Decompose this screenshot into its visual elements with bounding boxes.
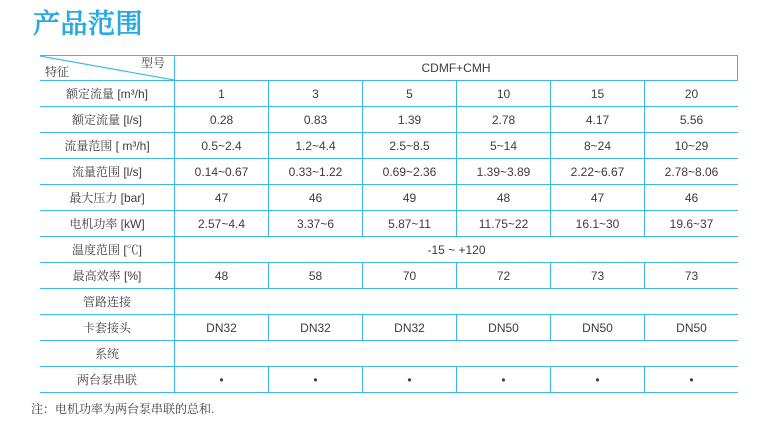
value-cell: 1.39	[362, 107, 456, 132]
row-label: 额定流量 [m³/h]	[40, 81, 175, 106]
value-cell: 0.14~0.67	[194, 164, 249, 179]
value-cell: •	[550, 367, 644, 392]
value-cell: DN32	[268, 315, 362, 340]
value-cell: 1	[218, 86, 225, 101]
corner-model-label: 型号	[140, 56, 165, 70]
value-cell: 58	[268, 263, 362, 288]
table-row	[40, 211, 738, 237]
value-cell: DN50	[644, 315, 738, 340]
value-cell: 73	[644, 263, 738, 288]
row-label: 额定流量 [l/s]	[40, 107, 175, 132]
table-row	[40, 133, 738, 159]
value-cell: 1.39~3.89	[456, 159, 550, 184]
value-cell: 3.37~6	[268, 211, 362, 236]
row-label: 电机功率 [kW]	[40, 211, 175, 236]
value-cell: 0.83	[268, 107, 362, 132]
value-cell: 47	[550, 185, 644, 210]
value-cell: 48	[456, 185, 550, 210]
value-cell: 0.28	[209, 112, 234, 127]
value-cell: DN50	[550, 315, 644, 340]
value-cell: 5~14	[456, 133, 550, 158]
value-cell: 19.6~37	[644, 211, 738, 236]
table-row	[40, 315, 738, 341]
corner-cell	[40, 56, 175, 80]
table-row	[40, 107, 738, 133]
footnote: 注：电机功率为两台泵串联的总和.	[31, 402, 215, 416]
value-cell: 72	[456, 263, 550, 288]
value-cell: 5	[362, 81, 456, 106]
table-row	[40, 263, 738, 289]
value-cell: 15	[550, 81, 644, 106]
value-cell: 16.1~30	[550, 211, 644, 236]
value-cell: •	[644, 367, 738, 392]
value-cell: 46	[644, 185, 738, 210]
page-title: 产品范围	[33, 9, 143, 39]
table-body	[40, 81, 738, 393]
value-cell: 3	[268, 81, 362, 106]
row-label: 流量范围 [ m³/h]	[40, 133, 175, 158]
value-cell: 47	[214, 190, 229, 205]
merged-value-cell: -15 ~ +120	[427, 242, 486, 257]
value-cell: 5.56	[644, 107, 738, 132]
table-row	[40, 289, 738, 315]
row-label: 最大压力 [bar]	[40, 185, 175, 210]
value-cell: 49	[362, 185, 456, 210]
value-cell: •	[362, 367, 456, 392]
value-cell: 48	[214, 268, 229, 283]
value-cell: DN50	[456, 315, 550, 340]
table-row	[40, 159, 738, 185]
value-cell: 2.57~4.4	[197, 216, 246, 231]
model-series-header: CDMF+CMH	[175, 56, 738, 80]
value-cell: DN32	[362, 315, 456, 340]
value-cell: 11.75~22	[456, 211, 550, 236]
row-label: 流量范围 [l/s]	[40, 159, 175, 184]
row-label: 最高效率 [%]	[40, 263, 175, 288]
value-cell: DN32	[206, 320, 237, 335]
value-cell: 8~24	[550, 133, 644, 158]
value-cell: 10~29	[644, 133, 738, 158]
table-header-row	[40, 56, 738, 81]
product-range-table	[40, 55, 738, 393]
table-row	[40, 341, 738, 367]
merged-value-cell	[175, 341, 738, 366]
row-label: 卡套接头	[40, 315, 175, 340]
value-cell: 5.87~11	[362, 211, 456, 236]
value-cell: •	[268, 367, 362, 392]
row-label: 两台泵串联	[40, 367, 175, 392]
row-label: 系统	[40, 341, 175, 366]
value-cell: 46	[268, 185, 362, 210]
value-cell: 2.5~8.5	[362, 133, 456, 158]
table-row	[40, 81, 738, 107]
value-cell: 0.33~1.22	[268, 159, 362, 184]
merged-value-cell	[175, 289, 738, 314]
value-cell: •	[219, 372, 224, 387]
row-label: 管路连接	[40, 289, 175, 314]
value-cell: 2.22~6.67	[550, 159, 644, 184]
row-label: 温度范围 [℃]	[40, 237, 175, 262]
value-cell: 0.5~2.4	[201, 138, 242, 153]
value-cell: 70	[362, 263, 456, 288]
value-cell: 2.78~8.06	[644, 159, 738, 184]
value-cell: •	[456, 367, 550, 392]
value-cell: 10	[456, 81, 550, 106]
value-cell: 73	[550, 263, 644, 288]
table-row	[40, 185, 738, 211]
value-cell: 0.69~2.36	[362, 159, 456, 184]
table-row	[40, 367, 738, 393]
value-cell: 2.78	[456, 107, 550, 132]
value-cell: 20	[644, 81, 738, 106]
value-cell: 4.17	[550, 107, 644, 132]
table-row	[40, 237, 738, 263]
value-cell: 1.2~4.4	[268, 133, 362, 158]
corner-feature-label: 特征	[45, 65, 70, 79]
